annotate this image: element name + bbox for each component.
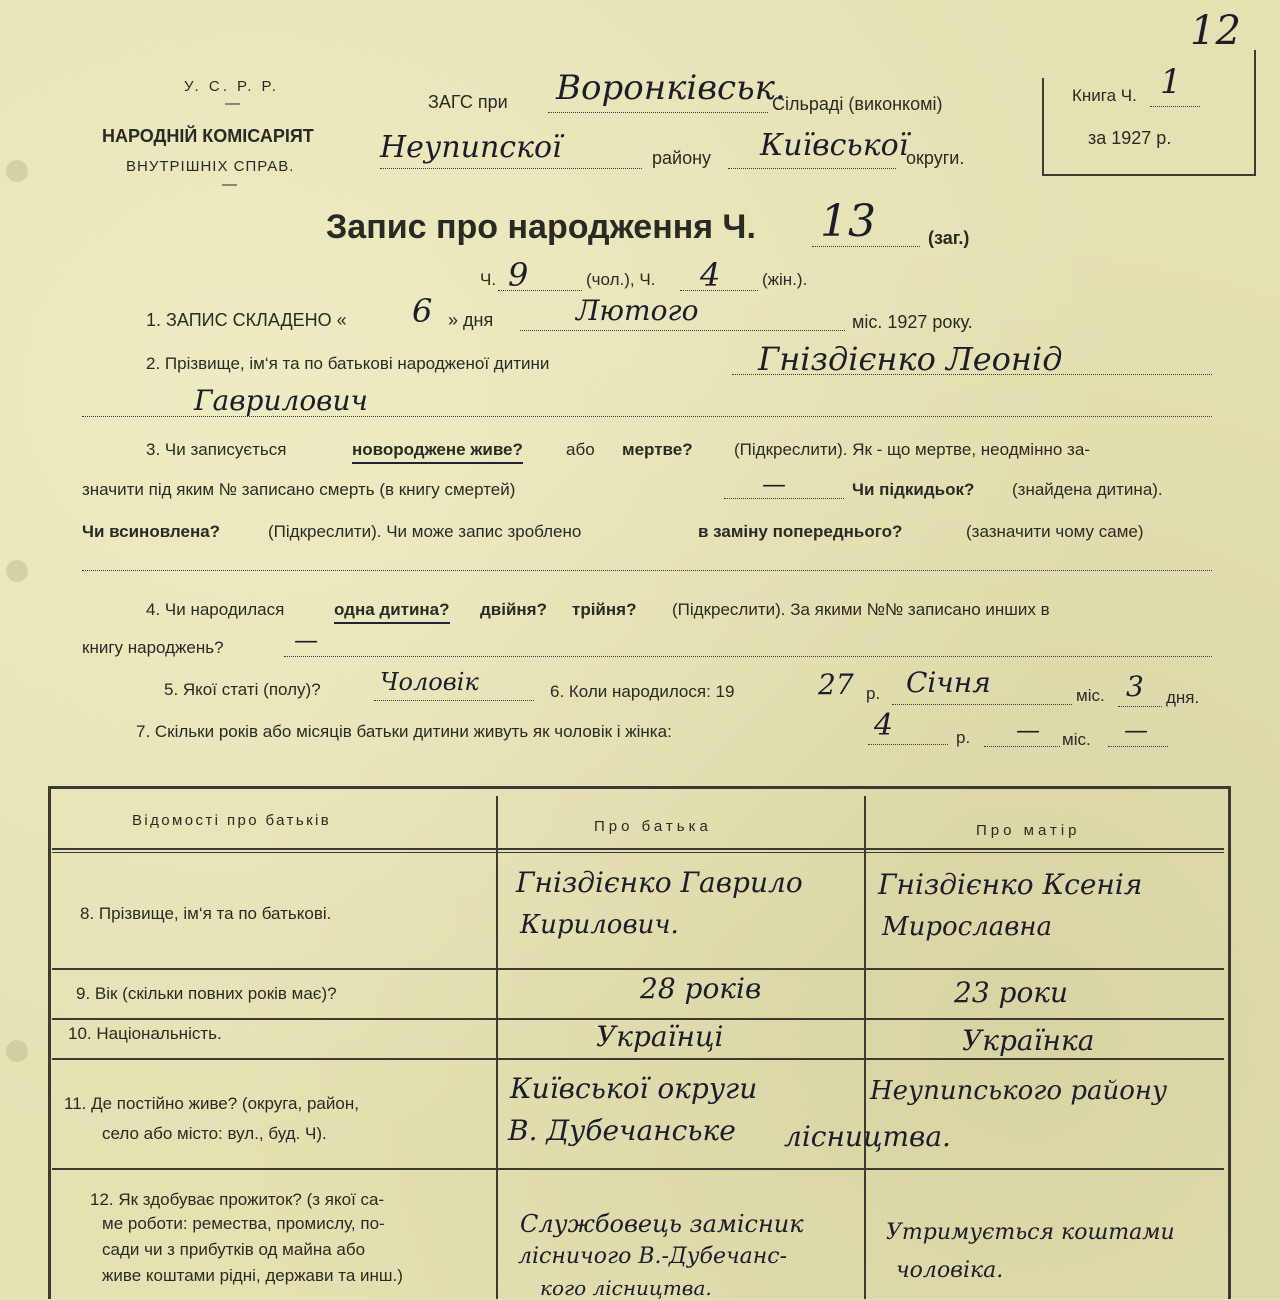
item3-m: (зазначити чому саме)	[966, 522, 1144, 541]
item6-dnia: дня.	[1166, 688, 1200, 707]
father-occupation-2: лісничого В.-Дубечанс-	[518, 1244, 788, 1269]
record-suffix: (заг.)	[928, 228, 970, 248]
item3-k: (Підкреслити). Чи може запис зроблено	[268, 522, 582, 541]
item3-dead: мертве?	[622, 440, 693, 459]
item1-month: Лютого	[576, 294, 699, 327]
record-title: Запис про народження Ч.	[326, 208, 756, 246]
row11-label-2: село або місто: вул., буд. Ч).	[102, 1124, 327, 1143]
male-label: (чол.), Ч.	[586, 270, 656, 289]
row12-label-1: 12. Як здобуває прожиток? (з якої са-	[90, 1190, 385, 1209]
header-dash: —	[225, 95, 240, 112]
mother-occupation-2: чоловіка.	[896, 1258, 1004, 1283]
item3-a: 3. Чи записується	[146, 440, 287, 459]
item5-label: 5. Якої статі (полу)?	[164, 680, 321, 699]
item6-label: 6. Коли народилося: 19	[550, 682, 735, 701]
father-name-2: Кирилович.	[520, 910, 679, 940]
commissariat-title: НАРОДНІЙ КОМІСАРІЯТ	[102, 126, 314, 146]
item4-twins: двійня?	[480, 600, 547, 619]
item4-a: 4. Чи народилася	[146, 600, 285, 619]
birth-year: 27	[818, 668, 854, 701]
item7-label: 7. Скільки років або місяців батьки дитини живуть як чоловік і жінка:	[136, 722, 672, 741]
sex-value: Чоловік	[380, 668, 479, 696]
mother-nationality: Українка	[962, 1024, 1095, 1057]
item4-triplets: трійня?	[572, 600, 637, 619]
ussr-label: У. С. Р. Р.	[184, 78, 279, 95]
row12-label-4: живе коштами рідні, держави та инш.)	[102, 1266, 403, 1285]
book-number: 1	[1160, 62, 1182, 102]
child-name-line2: Гаврилович	[194, 384, 368, 417]
header-dash-2: —	[222, 176, 237, 193]
male-count: 9	[508, 256, 529, 294]
row10-label: 10. Національність.	[68, 1024, 222, 1043]
book-label: Книга Ч.	[1072, 86, 1137, 105]
row12-label-3: сади чи з прибутків од майна або	[102, 1240, 366, 1259]
item3-alive: новороджене живе?	[352, 440, 523, 464]
mother-name-1: Гніздієнко Ксенія	[878, 868, 1143, 901]
item6-r: р.	[866, 684, 881, 703]
row9-label: 9. Вік (скільки повних років має)?	[76, 984, 337, 1003]
item4-single: одна дитина?	[334, 600, 450, 624]
okruha-value: Київської	[760, 128, 909, 163]
father-name-1: Гніздієнко Гаврило	[516, 866, 803, 899]
item4-f: книгу народжень?	[82, 638, 224, 657]
ch-label: Ч.	[480, 270, 497, 289]
father-residence-2: В. Дубечанське	[508, 1114, 736, 1147]
item6-mis: міс.	[1076, 686, 1105, 705]
mother-occupation-1: Утримується коштами	[886, 1220, 1175, 1245]
item1-prefix: 1. ЗАПИС СКЛАДЕНО «	[146, 310, 347, 330]
item3-c: або	[566, 440, 595, 459]
page-number: 12	[1190, 8, 1241, 54]
child-name-line1: Гніздієнко Леонід	[758, 340, 1063, 378]
father-residence-1: Київської округи	[510, 1072, 758, 1105]
mother-residence-1: Неупипського району	[870, 1076, 1168, 1106]
father-age: 28 років	[640, 972, 762, 1005]
mother-age: 23 роки	[954, 976, 1069, 1009]
council-name: Воронківськ.	[556, 68, 786, 108]
zags-prefix: ЗАГС при	[428, 92, 508, 112]
item7-mis: міс.	[1062, 730, 1091, 749]
item3-adopted: Чи всиновлена?	[82, 522, 221, 541]
item1-mid: » дня	[448, 310, 494, 330]
item3-foundling: Чи підкидьок?	[852, 480, 975, 499]
item1-day: 6	[412, 292, 433, 330]
item7-months: —	[1016, 716, 1040, 744]
mother-residence-2: лісництва.	[784, 1120, 951, 1153]
father-occupation-3: кого лісництва.	[540, 1276, 712, 1300]
council-suffix: Сільраді (виконкомі)	[772, 94, 943, 114]
row12-label-2: ме роботи: ремества, промислу, по-	[102, 1214, 385, 1233]
item3-dash: —	[762, 470, 786, 498]
birth-month: Січня	[906, 666, 991, 699]
female-label: (жін.).	[762, 270, 808, 289]
birth-day: 3	[1126, 670, 1144, 703]
district-label: району	[652, 148, 712, 168]
item3-replace: в заміну попереднього?	[698, 522, 903, 541]
mother-name-2: Мирославна	[882, 912, 1053, 942]
punch-hole	[6, 560, 28, 582]
item7-r: р.	[956, 728, 971, 747]
item4-e: (Підкреслити). За якими №№ записано инших в	[672, 600, 1050, 619]
row8-label: 8. Прізвище, ім‘я та по батькові.	[80, 904, 332, 923]
book-year: за 1927 р.	[1088, 128, 1172, 148]
okruha-label: округи.	[906, 148, 965, 168]
punch-hole	[6, 1040, 28, 1062]
father-nationality: Українці	[596, 1020, 724, 1053]
item7-years: 4	[874, 708, 894, 743]
record-number: 13	[820, 196, 876, 247]
table-header-info: Відомості про батьків	[132, 812, 332, 829]
father-occupation-1: Службовець замісник	[520, 1210, 804, 1238]
item3-e: (Підкреслити). Як - що мертве, неодмінно за-	[734, 440, 1090, 459]
item7-end: —	[1124, 716, 1148, 744]
row11-label-1: 11. Де постійно живе? (округа, район,	[64, 1094, 359, 1113]
punch-hole	[6, 160, 28, 182]
table-header-father: Про батька	[594, 818, 712, 835]
district-value: Неупипскої	[380, 130, 562, 165]
item4-g: —	[294, 626, 318, 654]
item2-label: 2. Прізвище, ім‘я та по батькові народженої дитини	[146, 354, 550, 373]
item3-i: (знайдена дитина).	[1012, 480, 1163, 499]
item1-suffix: міс. 1927 року.	[852, 312, 973, 332]
internal-affairs: ВНУТРІШНІХ СПРАВ.	[126, 158, 295, 175]
female-count: 4	[700, 256, 721, 294]
table-header-mother: Про матір	[976, 822, 1081, 839]
item3-f: значити під яким № записано смерть (в книгу смертей)	[82, 480, 516, 499]
